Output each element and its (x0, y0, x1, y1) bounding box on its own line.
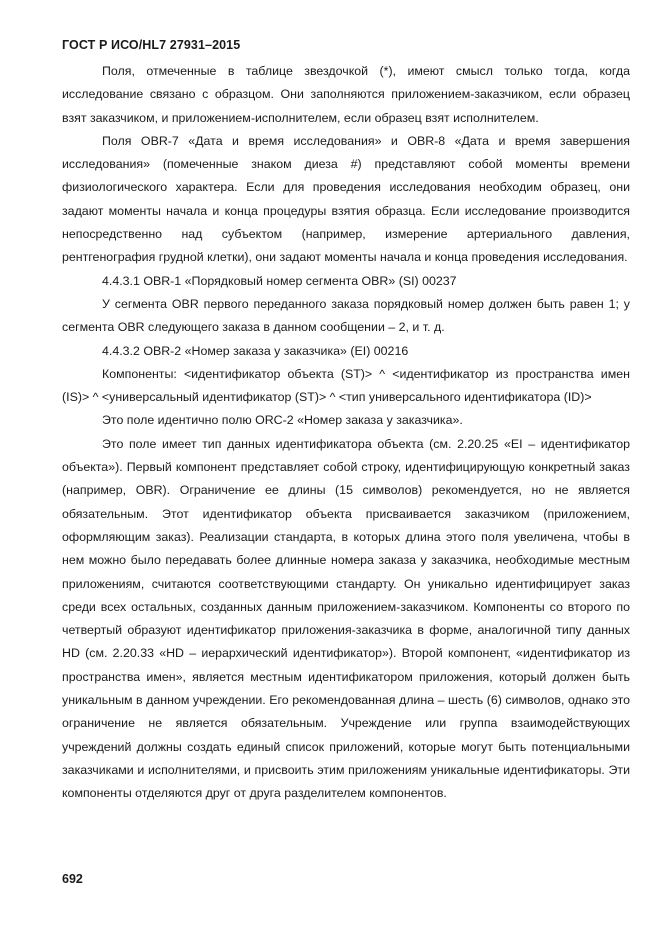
body-text (62, 60, 630, 806)
paragraph-components: Компоненты: <идентификатор объекта (ST)> ^ <идентификатор из пространства имен (IS)> ^ <универсальный идентификатор (ST)> ^ <тип универсального идентификатора (ID)> (62, 366, 630, 405)
page-number: 692 (62, 872, 83, 886)
paragraph-asterisk-fields: Поля, отмеченные в таблице звездочкой (*), имеют смысл только тогда, когда исследование связано с образцом. Они заполняются приложением-заказчиком, если образец взят заказчиком, и приложением-исполнителем, если образец взят исполнителем. (62, 64, 630, 125)
standard-code-header: ГОСТ Р ИСО/HL7 27931–2015 (62, 38, 241, 52)
paragraph-sequence-number: У сегмента OBR первого переданного заказа порядковый номер должен быть равен 1; у сегмента OBR следующего заказа в данном сообщении – 2, и т. д. (62, 296, 630, 335)
paragraph-ei-description: Это поле имеет тип данных идентификатора объекта (см. 2.20.25 «EI – идентификатор объекта»). Первый компонент представляет собой строку, идентифицирующую конкретный заказ (например, OBR). Ограничение ее длины (15 символов) рекомендуется, но не является обязательным. Этот идентификатор объекта присваивается заказчиком (приложением, оформляющим заказ). Реализации стандарта, в которых длина этого поля увеличена, чтобы в нем можно было передавать более длинные номера заказа у заказчика, необходимые местным приложениям, считаются соответствующими стандарту. Он уникально идентифицирует заказ среди всех остальных, созданных данным приложением-заказчиком. Компоненты со второго по четвертый образуют идентификатор приложения-заказчика в форме, аналогичной типу данных HD (см. 2.20.33 «HD – иерархический идентификатор»). Второй компонент, «идентификатор из пространства имен», является местным идентификатором приложения, который должен быть уникальным в данном учреждении. Его рекомендованная длина – шесть (6) символов, однако это ограничение не является обязательным. Учреждение или группа взаимодействующих учреждений должны создать единый список приложений, которые могут быть потенциальными заказчиками и исполнителями, и присвоить этим приложениям уникальные идентификаторы. Эти компоненты отделяются друг от друга разделителем компонентов. (62, 436, 630, 801)
section-heading-4-4-3-2: 4.4.3.2 OBR-2 «Номер заказа у заказчика» (EI) 00216 (102, 343, 409, 358)
section-heading-4-4-3-1: 4.4.3.1 OBR-1 «Порядковый номер сегмента OBR» (SI) 00237 (102, 273, 457, 288)
paragraph-identical-orc2: Это поле идентично полю ORC-2 «Номер заказа у заказчика». (102, 413, 463, 428)
paragraph-obr7-obr8: Поля OBR-7 «Дата и время исследования» и OBR-8 «Дата и время завершения исследования» (помеченные знаком диеза #) представляют собой моменты времени физиологического характера. Если для проведения исследования необходим образец, они задают моменты начала и конца процедуры взятия образца. Если исследование производится непосредственно над субъектом (например, измерение артериального давления, рентгенография грудной клетки), они задают моменты начала и конца проведения исследования. (62, 133, 630, 265)
